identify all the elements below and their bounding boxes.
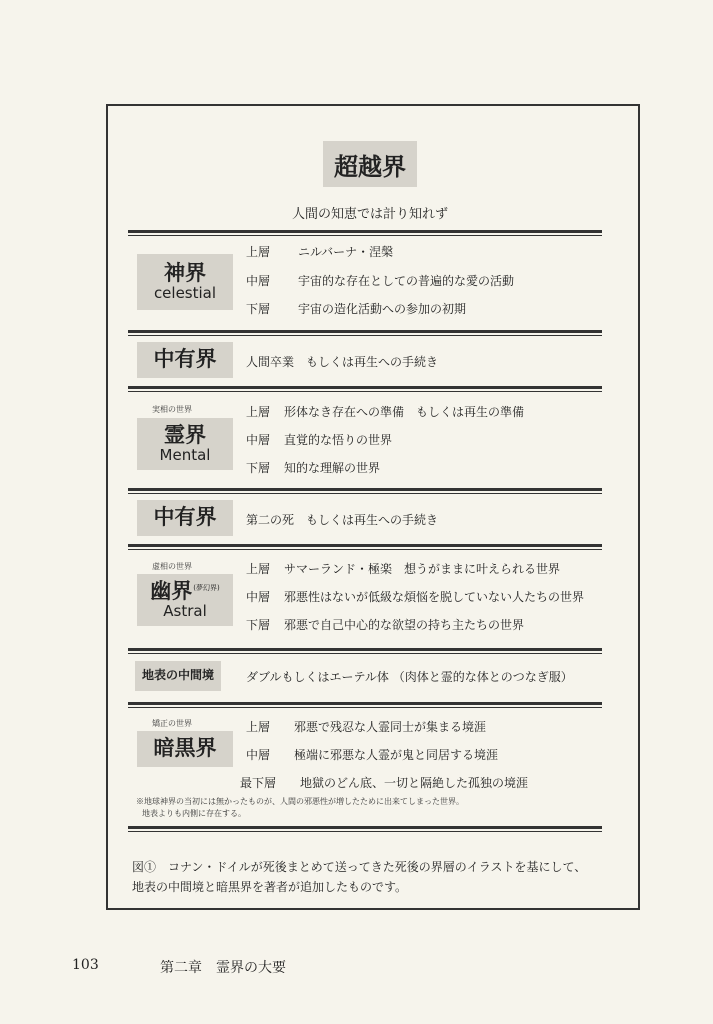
realm-label-reikai bbox=[137, 418, 233, 470]
realm-label-chihyou bbox=[135, 661, 221, 691]
list-item: 最下層 地獄のどん底、一切と隔絶した孤独の境涯 bbox=[240, 776, 529, 790]
list-item: 下層 知的な理解の世界 bbox=[246, 461, 381, 475]
realm-label-chuuu-1 bbox=[137, 342, 233, 378]
divider bbox=[128, 230, 602, 236]
list-item: 中層 宇宙的な存在としての普遍的な愛の活動 bbox=[246, 274, 515, 288]
list-item: 上層 形体なき存在への準備 もしくは再生の準備 bbox=[246, 405, 525, 419]
list-item: 下層 宇宙の造化活動への参加の初期 bbox=[246, 302, 467, 316]
realm-name: 幽界$^{(夢幻界)}$ bbox=[150, 579, 220, 604]
realm-name: 中有界 bbox=[153, 505, 217, 530]
realm-label-chuuu-2 bbox=[137, 500, 233, 536]
footnote: ※地球神界の当初には無かったものが、人間の邪悪性が増したために出来てしまった世界。 bbox=[136, 797, 464, 806]
divider bbox=[128, 702, 602, 708]
realm-tag: 矯正の世界 bbox=[152, 719, 192, 728]
list-item: 中層 直覚的な悟りの世界 bbox=[246, 433, 393, 447]
page-number: 103 bbox=[72, 957, 99, 973]
list-item: 上層 ニルバーナ・涅槃 bbox=[246, 245, 394, 259]
realm-tag: 実相の世界 bbox=[152, 405, 192, 414]
realm-english-name: Mental bbox=[159, 446, 211, 465]
list-item: 上層 サマーランド・極楽 想うがままに叶えられる世界 bbox=[246, 562, 561, 576]
realm-name: 霊界 bbox=[164, 423, 206, 448]
realm-name: 中有界 bbox=[153, 347, 217, 372]
realm-tag: 虚相の世界 bbox=[152, 562, 192, 571]
realm-english-name: celestial bbox=[153, 284, 217, 303]
divider bbox=[128, 330, 602, 336]
list-item: 中層 極端に邪悪な人霊が鬼と同居する境涯 bbox=[246, 748, 499, 762]
realm-english-name: Astral bbox=[163, 602, 207, 621]
realm-description: 人間卒業 もしくは再生への手続き bbox=[246, 355, 439, 369]
running-header-chapter: 第二章 霊界の大要 bbox=[160, 960, 286, 976]
realm-name: 暗黒界 bbox=[153, 736, 217, 761]
divider bbox=[128, 488, 602, 494]
figure-caption: 地表の中間境と暗黒界を著者が追加したものです。 bbox=[132, 880, 408, 894]
realm-label-ankoku bbox=[137, 731, 233, 767]
realm-label-yuukai bbox=[137, 574, 233, 626]
page-title: 超越界 bbox=[323, 141, 417, 187]
divider bbox=[128, 386, 602, 392]
footnote: 地表よりも内側に存在する。 bbox=[142, 809, 246, 818]
figure-caption: 図① コナン・ドイルが死後まとめて送ってきた死後の界層のイラストを基にして、 bbox=[132, 860, 587, 874]
list-item: 下層 邪悪で自己中心的な欲望の持ち主たちの世界 bbox=[246, 618, 525, 632]
realm-label-shinkai bbox=[137, 254, 233, 310]
divider bbox=[128, 544, 602, 550]
divider bbox=[128, 826, 602, 832]
list-item: 中層 邪悪性はないが低級な煩悩を脱していない人たちの世界 bbox=[246, 590, 585, 604]
divider bbox=[128, 648, 602, 654]
realm-name: 地表の中間境 bbox=[141, 668, 214, 683]
list-item: 上層 邪悪で残忍な人霊同士が集まる境涯 bbox=[246, 720, 487, 734]
subtitle: 人間の知恵では計り知れず bbox=[291, 207, 448, 222]
realm-name: 神界 bbox=[164, 261, 206, 286]
realm-description: 第二の死 もしくは再生への手続き bbox=[246, 513, 439, 527]
realm-description: ダブルもしくはエーテル体 （肉体と霊的な体とのつなぎ服） bbox=[246, 670, 573, 684]
